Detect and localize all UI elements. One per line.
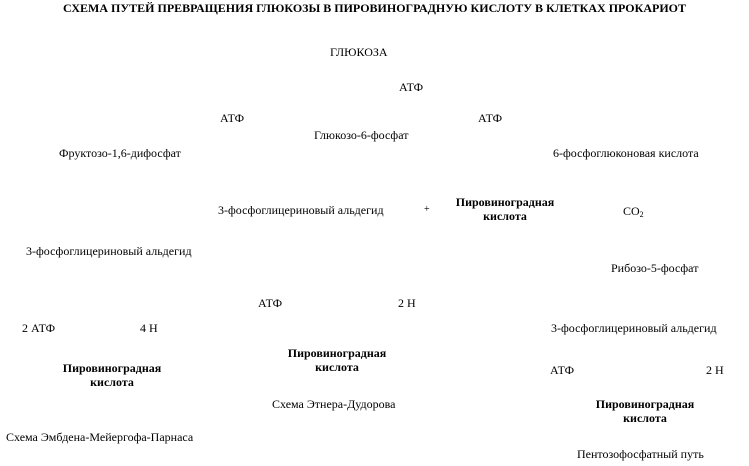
pyruvic-acid-line1: Пировиноградная [287,346,387,360]
atp-label-right-lower: АТФ [550,363,575,377]
phosphogluconic-acid-label: 6-фосфоглюконовая кислота [553,146,699,160]
h-label-right: 2 Н [706,363,724,377]
pga-label-left: 3-фосфоглицериновый альдегид [26,244,192,258]
pyruvic-acid-line1: Пировиноградная [455,195,555,209]
pyruvic-acid-line1: Пировиноградная [595,397,695,411]
pyruvic-acid-line2: кислота [315,360,359,374]
pyruvic-acid-line2: кислота [90,375,134,389]
pyruvic-acid-line2: кислота [623,411,667,425]
plus-sign: + [424,204,430,215]
pyruvic-acid-line2: кислота [483,209,527,223]
glucose-6-phosphate-label: Глюкозо-6-фосфат [314,128,409,142]
embden-meyerhof-parnas-label: Схема Эмбдена-Мейергофа-Парнаса [6,430,194,444]
pentose-phosphate-label: Пентозофосфатный путь [577,447,704,461]
co2-label [623,204,644,218]
pga-label-right: 3-фосфоглицериновый альдегид [551,321,717,335]
co2-main: CO [623,204,640,218]
pyruvic-acid-left [47,361,177,389]
co2-subscript: 2 [639,210,644,219]
pyruvic-acid-center-top [440,195,570,223]
pga-label-center: 3-фосфоглицериновый альдегид [218,203,384,217]
ribose-5-phosphate-label: Рибозо-5-фосфат [611,261,699,275]
scheme-title: СХЕМА ПУТЕЙ ПРЕВРАЩЕНИЯ ГЛЮКОЗЫ В ПИРОВИНОГРАДНУЮ КИСЛОТУ В КЛЕТКАХ ПРОКАРИОТ [62,1,687,15]
glucose-label: ГЛЮКОЗА [330,45,388,59]
atp-label-right: АТФ [478,111,503,125]
atp-label-center-lower: АТФ [258,296,283,310]
pyruvic-acid-center-lower [272,346,402,374]
atp-label-left: АТФ [220,111,245,125]
atp-label-top: АТФ [399,80,424,94]
entner-doudoroff-label: Схема Этнера-Дудорова [272,397,396,411]
h-label-center: 2 Н [398,296,416,310]
pyruvic-acid-line1: Пировиноградная [62,361,162,375]
atp-label-left-lower: 2 АТФ [22,321,56,335]
fructose-1-6-diphosphate-label: Фруктозо-1,6-дифосфат [59,146,181,160]
h-label-left: 4 Н [140,321,158,335]
pyruvic-acid-right [580,397,710,425]
